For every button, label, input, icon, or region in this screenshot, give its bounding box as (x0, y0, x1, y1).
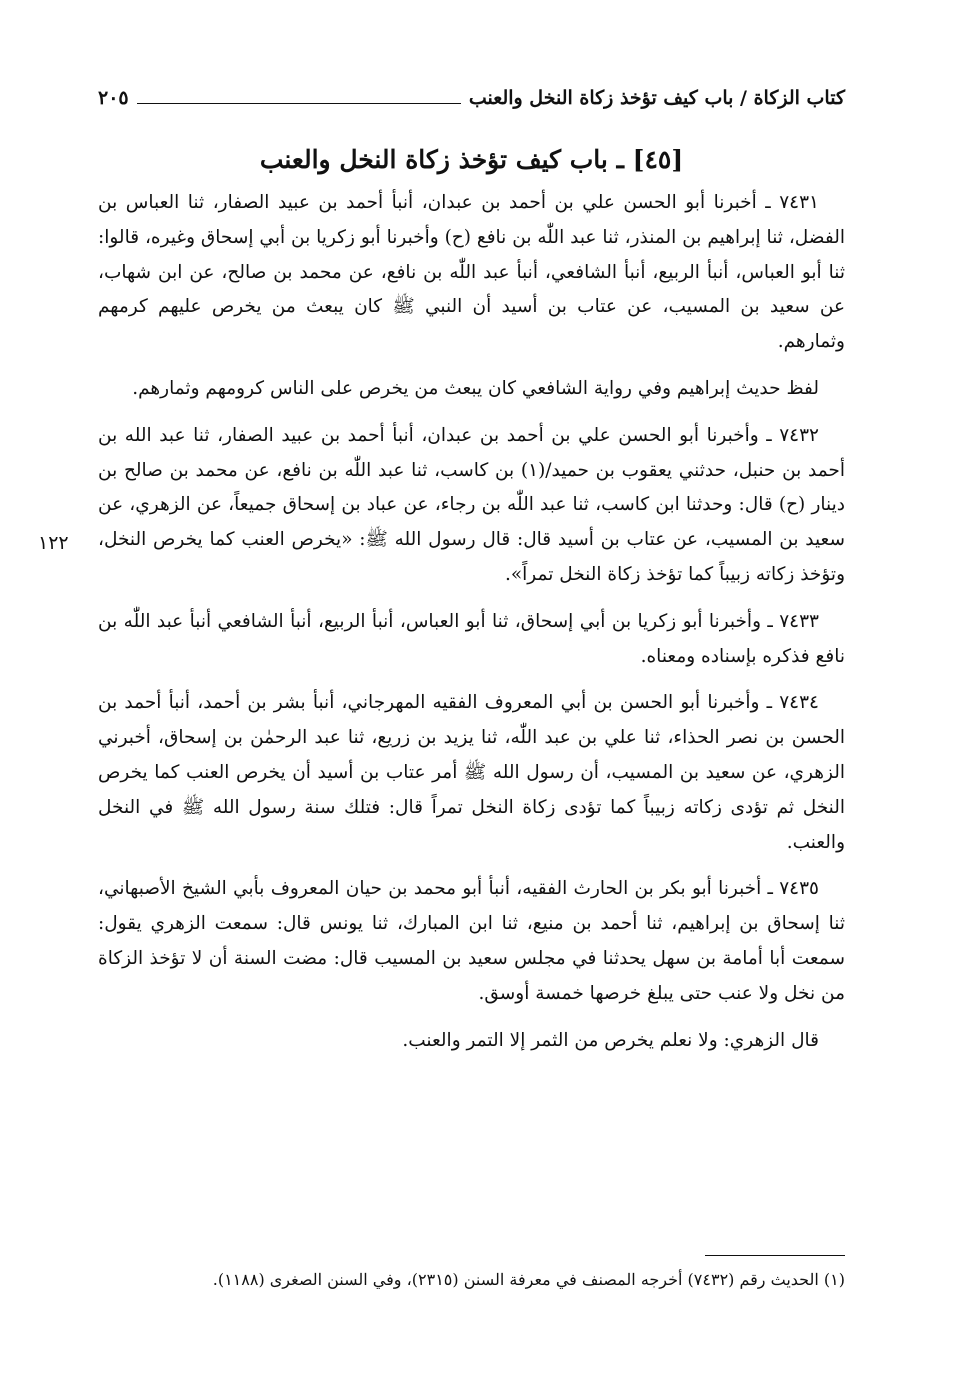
manuscript-page-marker: ١٢٢ (38, 532, 69, 554)
hadith-7434: ٧٤٣٤ ـ وأخبرنا أبو الحسن بن أبي المعروف الفقيه المهرجاني، أنبأ بشر بن أحمد، أنبأ أحمد بن الحسن بن نصر الحذاء، ثنا علي بن عبد اللّٰه، ثنا يزيد بن زريع، ثنا عبد الرحمٰن بن إسحاق، أخبرني الزهري، عن سعيد بن المسيب، أن رسول الله ﷺ أمر عتاب بن أسيد أن يخرص العنب كما يخرص النخل ثم تؤدى زكاته زبيباً كما تؤدى زكاة النخل تمراً قال: فتلك سنة رسول الله ﷺ في النخل والعنب. (98, 692, 846, 853)
footnote: (١) الحديث رقم (٧٤٣٢) أخرجه المصنف في معرفة السنن (٢٣١٥)، وفي السنن الصغرى (١١٨٨). (212, 1270, 845, 1289)
zuhri-remark: قال الزهري: ولا نعلم يخرص من الثمر إلا التمر والعنب. (402, 1029, 819, 1051)
chapter-heading: [٤٥] ـ باب كيف تؤخذ زكاة النخل والعنب (259, 145, 684, 174)
body-text (98, 186, 845, 1070)
header-rule (137, 103, 461, 104)
hadith-7435: ٧٤٣٥ ـ أخبرنا أبو بكر بن الحارث الفقيه، أنبأ أبو محمد بن حيان المعروف بأبي الشيخ الأصبهاني، ثنا إسحاق بن إبراهيم، ثنا أحمد بن منيع، ثنا ابن المبارك، ثنا يونس قال: سمعت الزهري يقول: سمعت أبا أمامة بن سهل يحدثنا في مجلس سعيد بن المسيب قال: مضت السنة أن لا تؤخذ الزكاة من نخل ولا عنب حتى يبلغ خرصها خمسة أوسق. (98, 878, 845, 1004)
hadith-7432: ٧٤٣٢ ـ وأخبرنا أبو الحسن علي بن أحمد بن عبدان، أنبأ أحمد بن عبيد الصفار، ثنا عبد الله بن أحمد بن حنبل، حدثني يعقوب بن حميد/(١) بن كاسب، ثنا عبد اللّٰه بن نافع، عن محمد بن صالح بن دينار (ح) قال: وحدثنا ابن كاسب، ثنا عبد اللّٰه بن رجاء، عن عباد بن إسحاق جميعاً، عن الزهري، عن سعيد بن المسيب، عن عتاب بن أسيد قال: قال رسول الله ﷺ: «يخرص العنب كما يخرص النخل، وتؤخذ زكاته زبيباً كما تؤخذ زكاة النخل تمراً». (98, 424, 846, 585)
hadith-7431: ٧٤٣١ ـ أخبرنا أبو الحسن علي بن أحمد بن عبدان، أنبأ أحمد بن عبيد الصفار، ثنا العباس بن الفضل، ثنا إبراهيم بن المنذر، ثنا عبد اللّٰه بن نافع (ح) وأخبرنا أبو زكريا بن أبي إسحاق وغيره، قالوا: ثنا أبو العباس، أنبأ الربيع، أنبأ الشافعي، أنبأ عبد اللّٰه بن نافع، عن محمد بن صالح، عن ابن شهاب، عن سعيد بن المسيب، عن عتاب بن أسيد أن النبي ﷺ كان يبعث من يخرص عليهم كرمهم وثمارهم. (98, 192, 845, 353)
running-header (98, 76, 845, 110)
running-title: كتاب الزكاة / باب كيف تؤخذ زكاة النخل والعنب (468, 87, 845, 109)
page-number: ٢٠٥ (98, 87, 129, 109)
hadith-7433: ٧٤٣٣ ـ وأخبرنا أبو زكريا بن أبي إسحاق، ثنا أبو العباس، أنبأ الربيع، أنبأ الشافعي أنبأ عبد اللّٰه بن نافع فذكره بإسناده ومعناه. (98, 610, 845, 667)
footnote-divider (705, 1255, 845, 1256)
commentary-paragraph: لفظ حديث إبراهيم وفي رواية الشافعي كان يبعث من يخرص على الناس كرومهم وثمارهم. (132, 377, 819, 399)
